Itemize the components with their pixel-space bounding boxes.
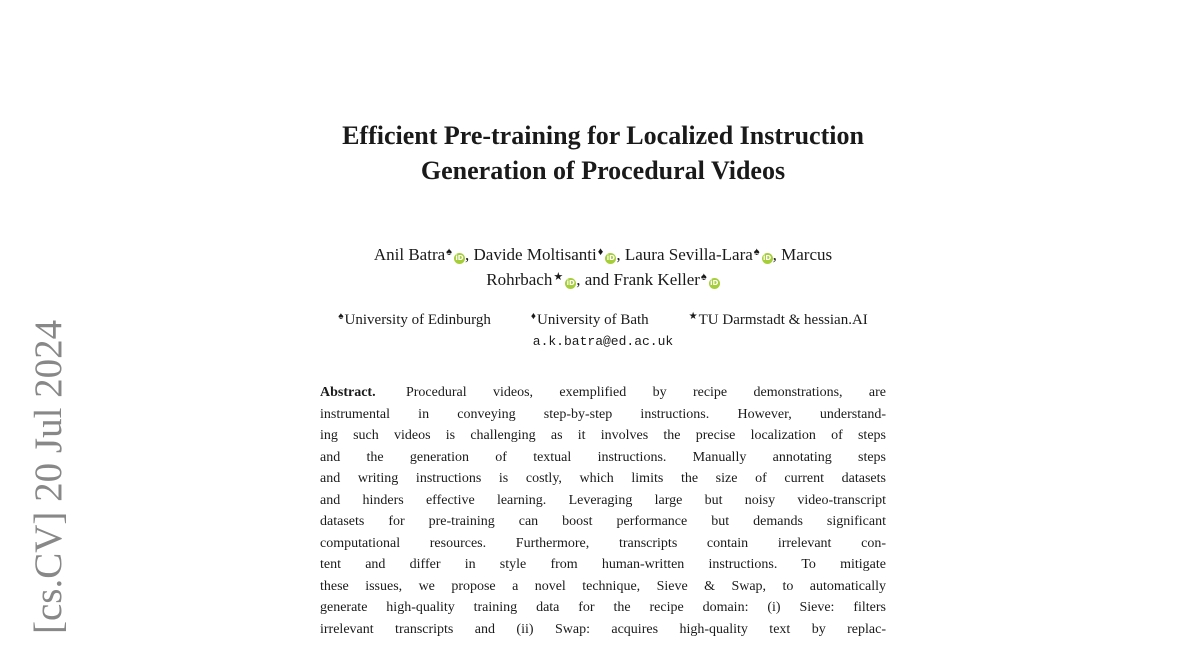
arxiv-stamp [24,320,74,648]
abstract-line: these issues, we propose a novel technique, Sieve & Swap, to automatically [320,578,886,594]
abstract [320,382,886,640]
author-line-2 [250,266,956,291]
affiliation-bath [531,307,649,330]
orcid-icon[interactable]: iD [710,279,719,287]
affiliation-marker: ♠ [700,271,707,283]
affiliation-marker: ★ [688,311,698,322]
author-separator: , [616,245,625,264]
affiliation-marker: ♦ [597,246,604,258]
affiliation-marker: ♠ [753,246,760,258]
affiliation-name: University of Edinburgh [344,312,491,328]
abstract-line: tent and differ in style from human-written instructions. To mitigate [320,557,886,572]
affiliation-edinburgh [338,307,491,330]
abstract-line: generate high-quality training data for the recipe domain: (i) Sieve: filters [320,600,886,615]
affiliation-darmstadt [689,307,868,330]
author-list [250,241,956,291]
affiliation-name: TU Darmstadt & hessian.AI [698,312,868,328]
abstract-line: and the generation of textual instructions. Manually annotating steps [320,449,886,465]
affiliations [200,307,1006,352]
abstract-line: computational resources. Furthermore, transcripts contain irrelevant con- [320,535,886,551]
affiliation-row [200,307,1006,330]
abstract-line: ing such videos is challenging as it involves the precise localization of steps [320,428,886,443]
affiliation-marker: ★ [553,271,564,283]
author-separator: , and [576,270,614,289]
abstract-line [320,382,886,404]
abstract-line: datasets for pre-training can boost performance but demands significant [320,514,886,529]
author-separator: , [465,245,474,264]
abstract-line: instrumental in conveying step-by-step instructions. However, understand- [320,406,886,422]
orcid-icon[interactable]: iD [763,254,772,262]
author-name: Anil Batra [373,245,446,264]
author-name: Frank Keller [613,270,700,289]
abstract-line: irrelevant transcripts and (ii) Swap: acquires high-quality text by replac- [320,621,886,637]
paper-title [200,118,1006,188]
author-separator: , Marcus [772,245,833,264]
author-name: Laura Sevilla-Lara [624,245,753,264]
orcid-icon[interactable]: iD [606,254,615,262]
abstract-line: and writing instructions is costly, which limits the size of current datasets [320,471,886,486]
author-name: Rohrbach [486,270,553,289]
author-line-1 [250,241,956,266]
title-line-2: Generation of Procedural Videos [420,156,786,185]
affiliation-name: University of Bath [537,312,649,328]
abstract-text: Procedural videos, exemplified by recipe demonstrations, are [405,385,886,400]
affiliation-marker: ♦ [530,311,537,322]
orcid-icon[interactable]: iD [455,254,464,262]
affiliation-marker: ♠ [338,311,344,322]
abstract-heading: Abstract. [320,385,376,400]
author-name: Davide Moltisanti [473,245,597,264]
orcid-icon[interactable]: iD [566,279,575,287]
contact-email[interactable]: a.k.batra@ed.ac.uk [532,334,674,349]
affiliation-marker: ♠ [446,246,453,258]
title-line-1: Efficient Pre-training for Localized Instruction [342,121,864,150]
arxiv-identifier-text: [cs.CV] 20 Jul 2024 [27,320,70,635]
abstract-line: and hinders effective learning. Leveraging large but noisy video-transcript [320,492,886,508]
